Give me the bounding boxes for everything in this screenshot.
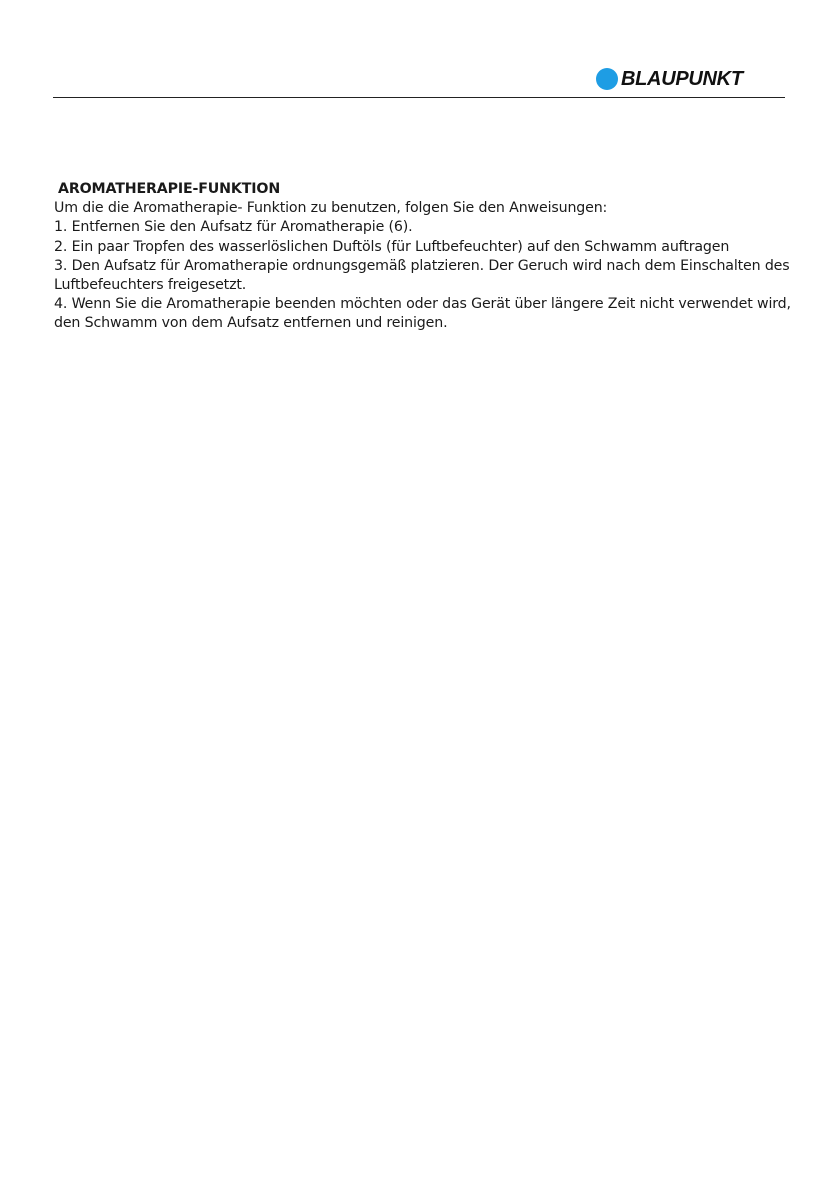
brand-logo [596, 67, 743, 91]
section-content [54, 180, 794, 334]
step-item: 2. Ein paar Tropfen des wasserlöslichen Duftöls (für Luftbefeuchter) auf den Schwamm auftragen [54, 238, 730, 255]
header-divider [53, 97, 785, 98]
brand-dot-icon [596, 68, 618, 90]
section-title: AROMATHERAPIE-FUNKTION [58, 181, 281, 197]
step-item: 4. Wenn Sie die Aromatherapie beenden möchten oder das Gerät über längere Zeit nicht verwendet wird, den Schwamm von dem Aufsatz entfernen und reinigen. [54, 296, 791, 332]
step-item: 3. Den Aufsatz für Aromatherapie ordnungsgemäß platzieren. Der Geruch wird nach dem Einschalten des Luftbefeuchters freigesetzt. [54, 257, 790, 294]
brand-name: BLAUPUNKT [621, 68, 743, 90]
step-item: 1. Entfernen Sie den Aufsatz für Aromatherapie (6). [54, 219, 413, 236]
section-intro: Um die die Aromatherapie- Funktion zu benutzen, folgen Sie den Anweisungen: [54, 200, 608, 217]
